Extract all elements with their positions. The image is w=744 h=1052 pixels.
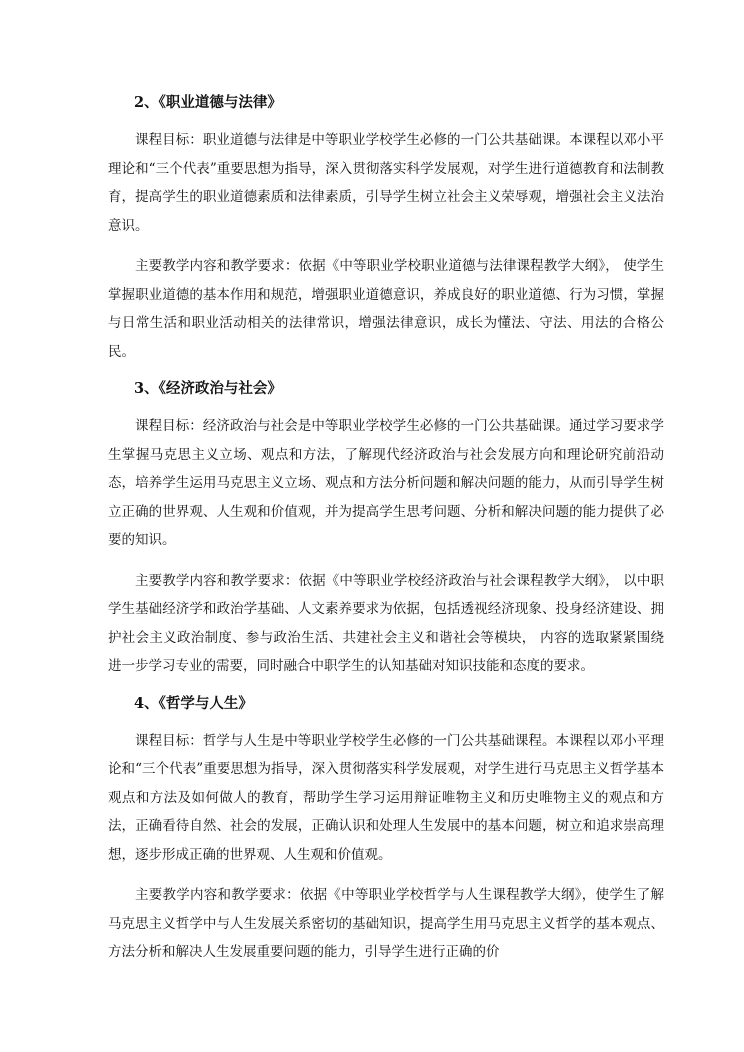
teaching-requirements-paragraph: 主要教学内容和教学要求：依据《中等职业学校职业道德与法律课程教学大纲》， 使学生掌握职业道德的基本作用和规范，增强职业道德意识，养成良好的职业道德、行为习惯，掌握与日常生活和职业活动相关的法律常识，增强法律意识，成长为懂法、守法、用法的合格公民。 [108, 258, 664, 360]
section-heading: 3、《经济政治与社会》 [134, 380, 282, 397]
section-heading: 2、《职业道德与法律》 [134, 94, 282, 111]
course-goal-paragraph: 课程目标：哲学与人生是中等职业学校学生必修的一门公共基础课程。本课程以邓小平理论和“三个代表”重要思想为指导，深入贯彻落实科学发展观，对学生进行马克思主义哲学基本观点和方法及如何做人的教育，帮助学生学习运用辩证唯物主义和历史唯物主义的观点和方法，正确看待自然、社会的发展，正确认识和处理人生发展中的基本问题，树立和追求崇高理想，逐步形成正确的世界观、人生观和价值观。 [108, 732, 664, 863]
teaching-requirements-paragraph: 主要教学内容和教学要求：依据《中等职业学校哲学与人生课程教学大纲》，使学生了解马克思主义哲学中与人生发展关系密切的基础知识，提高学生用马克思主义哲学的基本观点、方法分析和解决人生发展重要问题的能力，引导学生进行正确的价 [108, 887, 664, 960]
section-professional-ethics-and-law [108, 92, 664, 366]
section-philosophy-and-life [108, 693, 664, 967]
course-goal-paragraph: 课程目标：经济政治与社会是中等职业学校学生必修的一门公共基础课。通过学习要求学生掌握马克思主义立场、观点和方法，了解现代经济政治与社会发展方向和理论研究前沿动态，培养学生运用马克思主义立场、观点和方法分析问题和解决问题的能力，从而引导学生树立正确的世界观、人生观和价值观，并为提高学生思考问题、分析和解决问题的能力提供了必要的知识。 [108, 418, 664, 548]
section-economics-politics-and-society [108, 378, 664, 681]
course-goal-paragraph: 课程目标：职业道德与法律是中等职业学校学生必修的一门公共基础课。本课程以邓小平理论和“三个代表”重要思想为指导，深入贯彻落实科学发展观，对学生进行道德教育和法制教育，提高学生的职业道德素质和法律素质，引导学生树立社会主义荣辱观，增强社会主义法治意识。 [108, 132, 664, 234]
section-heading: 4、《哲学与人生》 [134, 694, 253, 712]
teaching-requirements-paragraph: 主要教学内容和教学要求：依据《中等职业学校经济政治与社会课程教学大纲》， 以中职学生基础经济学和政治学基础、人文素养要求为依据，包括透视经济现象、投身经济建设、拥护社会主义政治制度、参与政治生活、共建社会主义和谐社会等模块， 内容的选取紧紧围绕进一步学习专业的需要，同时融合中职学生的认知基础对知识技能和态度的要求。 [108, 572, 664, 674]
